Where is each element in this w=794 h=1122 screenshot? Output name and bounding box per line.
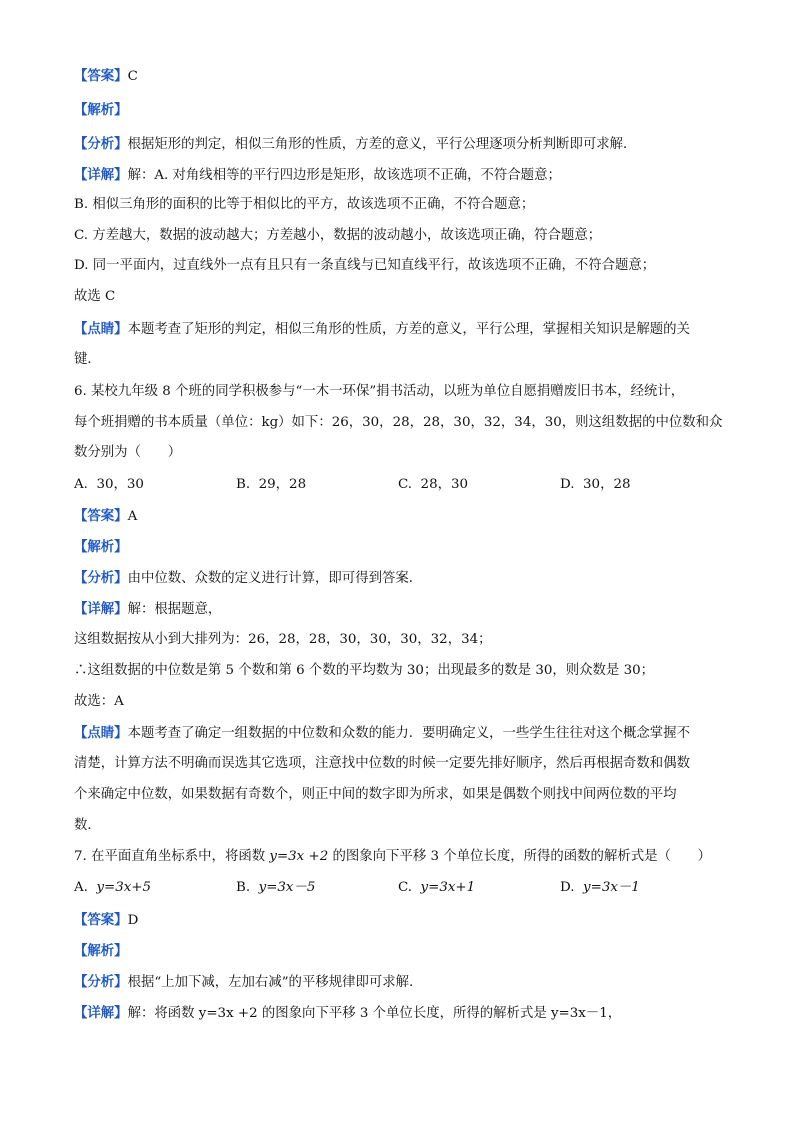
option-text: 30，30 [96,477,144,492]
q7-detail-line [74,1004,722,1023]
q5-dianjing-line-2 [74,351,722,369]
q5-detail-c: C. 方差越大，数据的波动越大；方差越小，数据的波动越小，故该选项正确，符合题意； [74,228,602,243]
q6-fenxi-line [74,569,722,588]
q7-answer-line [74,911,722,930]
option-text: 29，28 [258,477,307,492]
option-label: A. [74,477,88,492]
q5-answer: C [127,69,138,84]
answer-tag: 【答案】 [74,68,128,84]
option-label: C. [398,477,413,492]
q6-dianjing-1: 本题考查了确定一组数据的中位数和众数的能力．要明确定义，一些学生往往对这个概念掌握不 [127,726,690,741]
q5-detail-b: B. 相似三角形的面积的比等于相似比的平方，故该选项不正确，不符合题意； [74,197,535,212]
q6-detail-line-1 [74,600,722,619]
option-label: A. [74,880,88,895]
fenxi-tag: 【分析】 [74,570,128,586]
analysis-tag: 【解析】 [74,102,128,118]
detail-tag: 【详解】 [74,1005,128,1021]
q6-option-a [74,476,144,494]
q7-option-b [236,879,315,897]
q7-option-c [398,879,475,897]
q7-answer: D [127,913,139,928]
option-text: 30，28 [583,477,631,492]
q6-fenxi-text: 由中位数、众数的定义进行计算，即可得到答案． [127,571,423,586]
answer-tag: 【答案】 [74,508,128,524]
q6-detail-line-3 [74,662,722,680]
dianjing-tag: 【点睛】 [74,725,128,741]
fenxi-tag: 【分析】 [74,974,128,990]
q6-stem-line-1 [74,383,722,401]
q6-dianjing-line-3 [74,786,722,804]
q6-detail-1: 解：根据题意， [127,602,222,617]
q6-detail-line-2 [74,631,722,649]
analysis-tag: 【解析】 [74,943,128,959]
q5-detail-d: D. 同一平面内，过直线外一点有且只有一条直线与已知直线平行，故该选项不正确，不符合题意； [74,258,656,273]
q6-stem-line-2 [74,414,722,432]
option-text: y=3x+1 [420,880,476,895]
q6-stem-2: 每个班捐赠的书本质量（单位：kg）如下：26，30，28，28，30，32，34，30，则这组数据的中位数和众 [74,415,723,430]
q5-detail-a: 解：A. 对角线相等的平行四边形是矩形，故该选项不正确，不符合题意； [127,168,561,183]
option-text: y=3x－5 [258,880,316,895]
q6-choose: 故选：A [74,694,124,709]
option-label: D. [560,880,575,895]
q6-dianjing-3: 个来确定中位数，如果数据有奇数个，则正中间的数字即为所求，如果是偶数个则找中间两位数的平均 [74,787,677,802]
option-label: C. [398,880,413,895]
q5-fenxi-text: 根据矩形的判定，相似三角形的性质，方差的意义，平行公理逐项分析判断即可求解． [127,137,637,152]
q6-option-d [560,476,631,494]
q7-stem-post: 的图象向下平移 3 个单位长度，所得的函数的解析式是（ ） [328,849,712,864]
q5-detail-line-a [74,166,722,185]
q5-choose-line [74,288,722,306]
q6-option-c [398,476,468,494]
q7-option-d [560,879,640,897]
q7-detail: 解：将函数 y=3x +2 的图象向下平移 3 个单位长度，所得的解析式是 y=3x－1， [127,1006,622,1021]
q6-answer-line [74,507,722,526]
detail-tag: 【详解】 [74,167,128,183]
q5-dianjing-1: 本题考查了矩形的判定，相似三角形的性质，方差的意义，平行公理，掌握相关知识是解题的关 [127,322,690,337]
q7-stem-pre: 7. 在平面直角坐标系中，将函数 [74,849,270,864]
q6-answer: A [127,509,138,524]
q5-answer-line [74,67,722,86]
q6-stem-1: 6. 某校九年级 8 个班的同学积极参与“一木一环保”捐书活动，以班为单位自愿捐赠废旧书本，经统计， [74,384,685,399]
q7-stem-line [74,848,722,866]
dianjing-tag: 【点睛】 [74,321,128,337]
fenxi-tag: 【分析】 [74,136,128,152]
option-text: y=3x+5 [96,880,152,895]
q7-stem-function: y=3x +2 [269,849,329,864]
option-text: y=3x－1 [583,880,640,895]
q6-dianjing-4: 数． [74,818,101,833]
q7-fenxi-line [74,973,722,992]
q6-dianjing-line-4 [74,817,722,835]
q6-choose-line [74,693,722,711]
option-label: B. [236,880,251,895]
option-label: B. [236,477,251,492]
q7-fenxi-text: 根据“上加下减，左加右减”的平移规律即可求解． [127,975,423,990]
q5-dianjing-2: 键． [74,352,101,367]
q5-fenxi-line [74,135,722,154]
q5-detail-line-b [74,196,722,214]
q5-detail-line-d [74,257,722,275]
option-text: 28，30 [420,477,469,492]
q6-option-b [236,476,306,494]
q7-analysis-line [74,942,722,961]
q6-dianjing-line-1 [74,724,722,743]
answer-tag: 【答案】 [74,912,128,928]
q6-detail-3: ∴这组数据的中位数是第 5 个数和第 6 个数的平均数为 30；出现最多的数是 30，则众数是 30； [74,663,655,678]
q6-dianjing-line-2 [74,755,722,773]
q7-option-a [74,879,151,897]
option-label: D. [560,477,575,492]
q6-dianjing-2: 清楚，计算方法不明确而误选其它选项，注意找中位数的时候一定要先排好顺序，然后再根据奇数和偶数 [74,756,690,771]
q5-dianjing-line-1 [74,320,722,339]
q5-choose: 故选 C [74,289,116,304]
q6-stem-line-3 [74,444,722,462]
q5-detail-line-c [74,227,722,245]
detail-tag: 【详解】 [74,601,128,617]
q6-stem-3: 数分别为（ ） [74,445,182,460]
q5-analysis-line [74,101,722,120]
q6-analysis-line [74,538,722,557]
q6-detail-2: 这组数据按从小到大排列为：26，28，28，30，30，30，32，34； [74,632,492,647]
analysis-tag: 【解析】 [74,539,128,555]
